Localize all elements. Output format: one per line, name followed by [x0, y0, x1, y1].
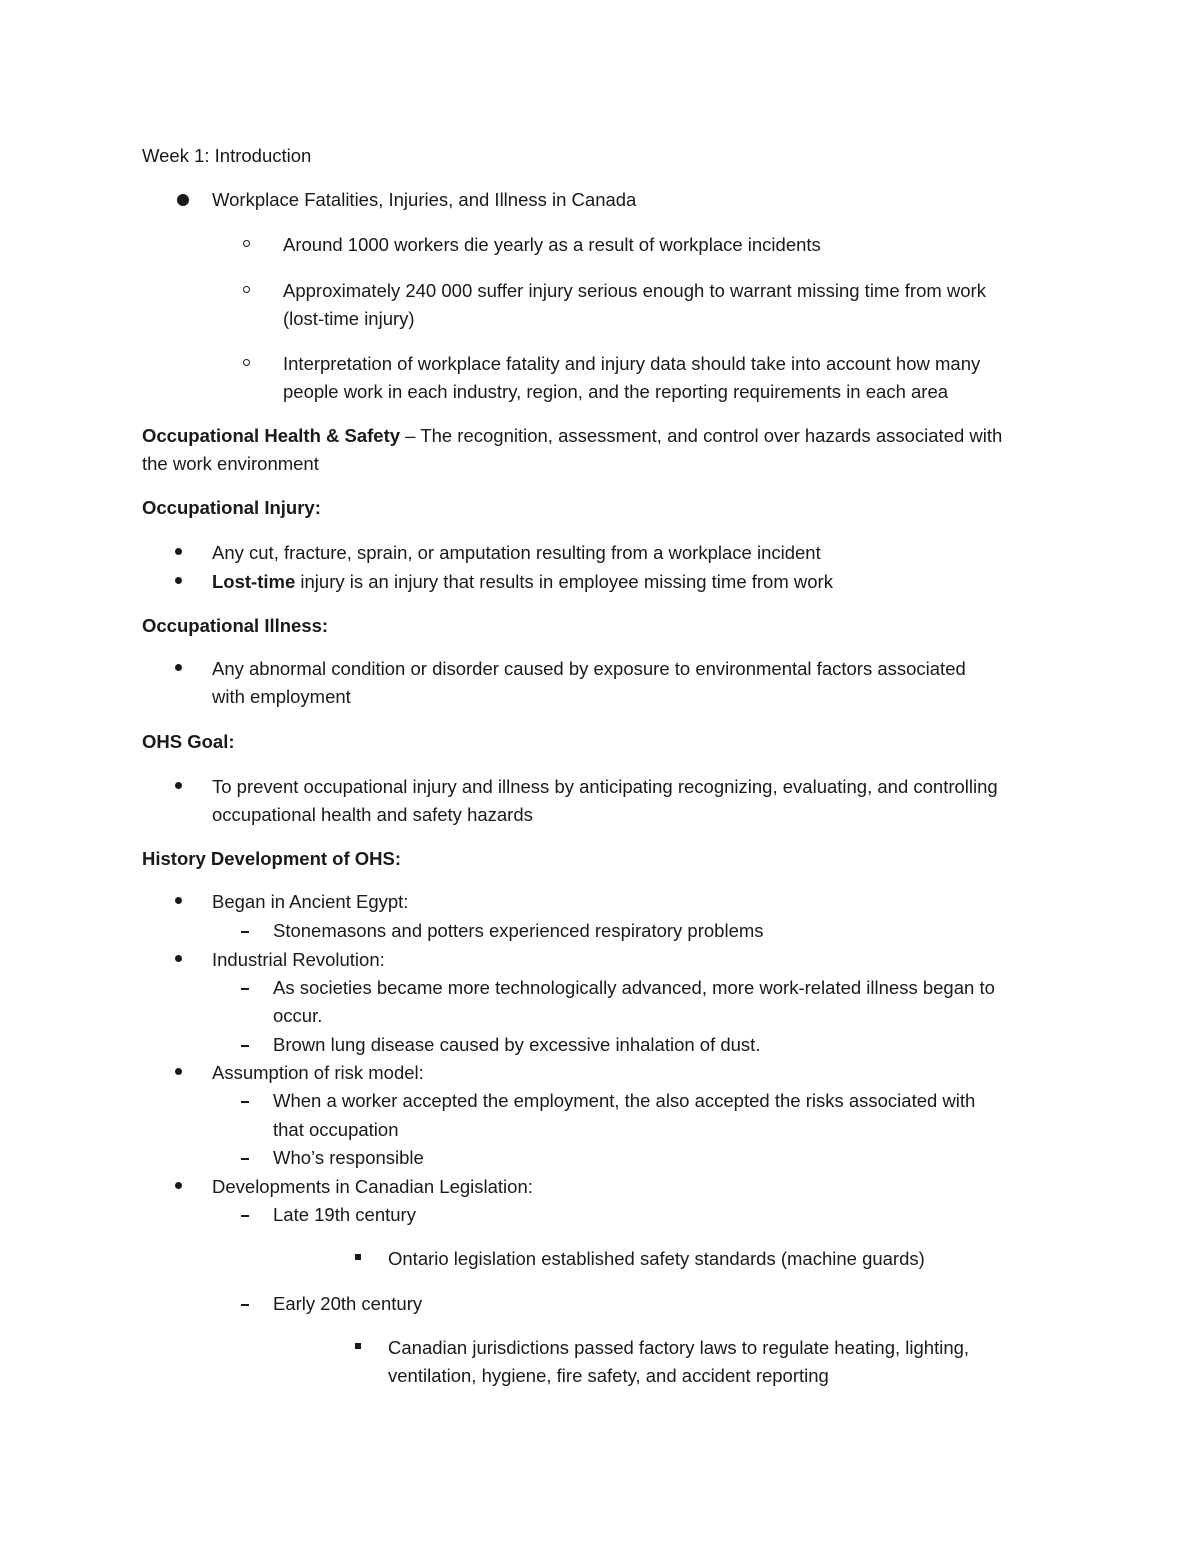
stats-heading: Workplace Fatalities, Injuries, and Illness in Canada — [212, 189, 637, 210]
history-subitem: Early 20th century — [273, 1293, 423, 1314]
history-subitem: Who’s responsible — [273, 1147, 424, 1168]
illness-item-continued: with employment — [212, 686, 351, 707]
dash-icon — [241, 1158, 249, 1160]
bullet-icon — [177, 194, 189, 206]
stats-item-continued: (lost-time injury) — [283, 308, 415, 329]
history-heading: History Development of OHS: — [142, 848, 402, 869]
goal-item: To prevent occupational injury and illness by anticipating recognizing, evaluating, and controlling — [212, 776, 998, 797]
history-subitem: Brown lung disease caused by excessive inhalation of dust. — [273, 1034, 761, 1055]
circle-bullet-icon — [243, 286, 250, 293]
ohs-text: The recognition, assessment, and control over hazards associated with — [420, 425, 1003, 446]
history-subitem: As societies became more technologically advanced, more work-related illness began to — [273, 977, 995, 998]
history-item: Developments in Canadian Legislation: — [212, 1176, 533, 1197]
dash-icon — [241, 1304, 249, 1306]
history-subitem: Stonemasons and potters experienced respiratory problems — [273, 920, 764, 941]
circle-bullet-icon — [243, 240, 250, 247]
stats-item: Interpretation of workplace fatality and injury data should take into account how many — [283, 353, 981, 374]
history-subitem-continued: occur. — [273, 1005, 323, 1026]
history-subsubitem: Canadian jurisdictions passed factory laws to regulate heating, lighting, — [388, 1337, 970, 1358]
bullet-icon — [175, 782, 182, 789]
dash-icon — [241, 1045, 249, 1047]
goal-heading: OHS Goal: — [142, 731, 235, 752]
injury-item — [212, 570, 833, 594]
stats-item: Around 1000 workers die yearly as a result of workplace incidents — [283, 234, 821, 255]
illness-item: Any abnormal condition or disorder caused by exposure to environmental factors associated — [212, 658, 966, 679]
bullet-icon — [175, 664, 182, 671]
ohs-separator: – — [400, 425, 421, 446]
page-title: Week 1: Introduction — [142, 145, 312, 166]
injury-heading: Occupational Injury: — [142, 497, 321, 518]
lost-time-text: injury is an injury that results in employee missing time from work — [295, 571, 833, 592]
history-item: Began in Ancient Egypt: — [212, 891, 409, 912]
bullet-icon — [175, 577, 182, 584]
history-item: Assumption of risk model: — [212, 1062, 424, 1083]
history-subsubitem-continued: ventilation, hygiene, fire safety, and accident reporting — [388, 1365, 829, 1386]
ohs-definition — [142, 424, 1002, 448]
history-subitem-continued: that occupation — [273, 1119, 399, 1140]
history-subitem: Late 19th century — [273, 1204, 416, 1225]
history-subsubitem: Ontario legislation established safety standards (machine guards) — [388, 1248, 925, 1269]
bullet-icon — [175, 897, 182, 904]
bullet-icon — [175, 1068, 182, 1075]
bullet-icon — [175, 548, 182, 555]
dash-icon — [241, 931, 249, 933]
bullet-icon — [175, 955, 182, 962]
stats-item: Approximately 240 000 suffer injury serious enough to warrant missing time from work — [283, 280, 986, 301]
dash-icon — [241, 1101, 249, 1103]
goal-item-continued: occupational health and safety hazards — [212, 804, 533, 825]
square-bullet-icon — [355, 1254, 361, 1260]
history-item: Industrial Revolution: — [212, 949, 385, 970]
circle-bullet-icon — [243, 359, 250, 366]
square-bullet-icon — [355, 1343, 361, 1349]
illness-heading: Occupational Illness: — [142, 615, 329, 636]
ohs-term: Occupational Health & Safety — [142, 425, 401, 446]
injury-item: Any cut, fracture, sprain, or amputation resulting from a workplace incident — [212, 542, 821, 563]
history-subitem: When a worker accepted the employment, the also accepted the risks associated with — [273, 1090, 976, 1111]
bullet-icon — [175, 1182, 182, 1189]
stats-item-continued: people work in each industry, region, and the reporting requirements in each area — [283, 381, 949, 402]
ohs-definition-continued: the work environment — [142, 453, 319, 474]
dash-icon — [241, 988, 249, 990]
dash-icon — [241, 1215, 249, 1217]
lost-time-term: Lost-time — [212, 571, 296, 592]
